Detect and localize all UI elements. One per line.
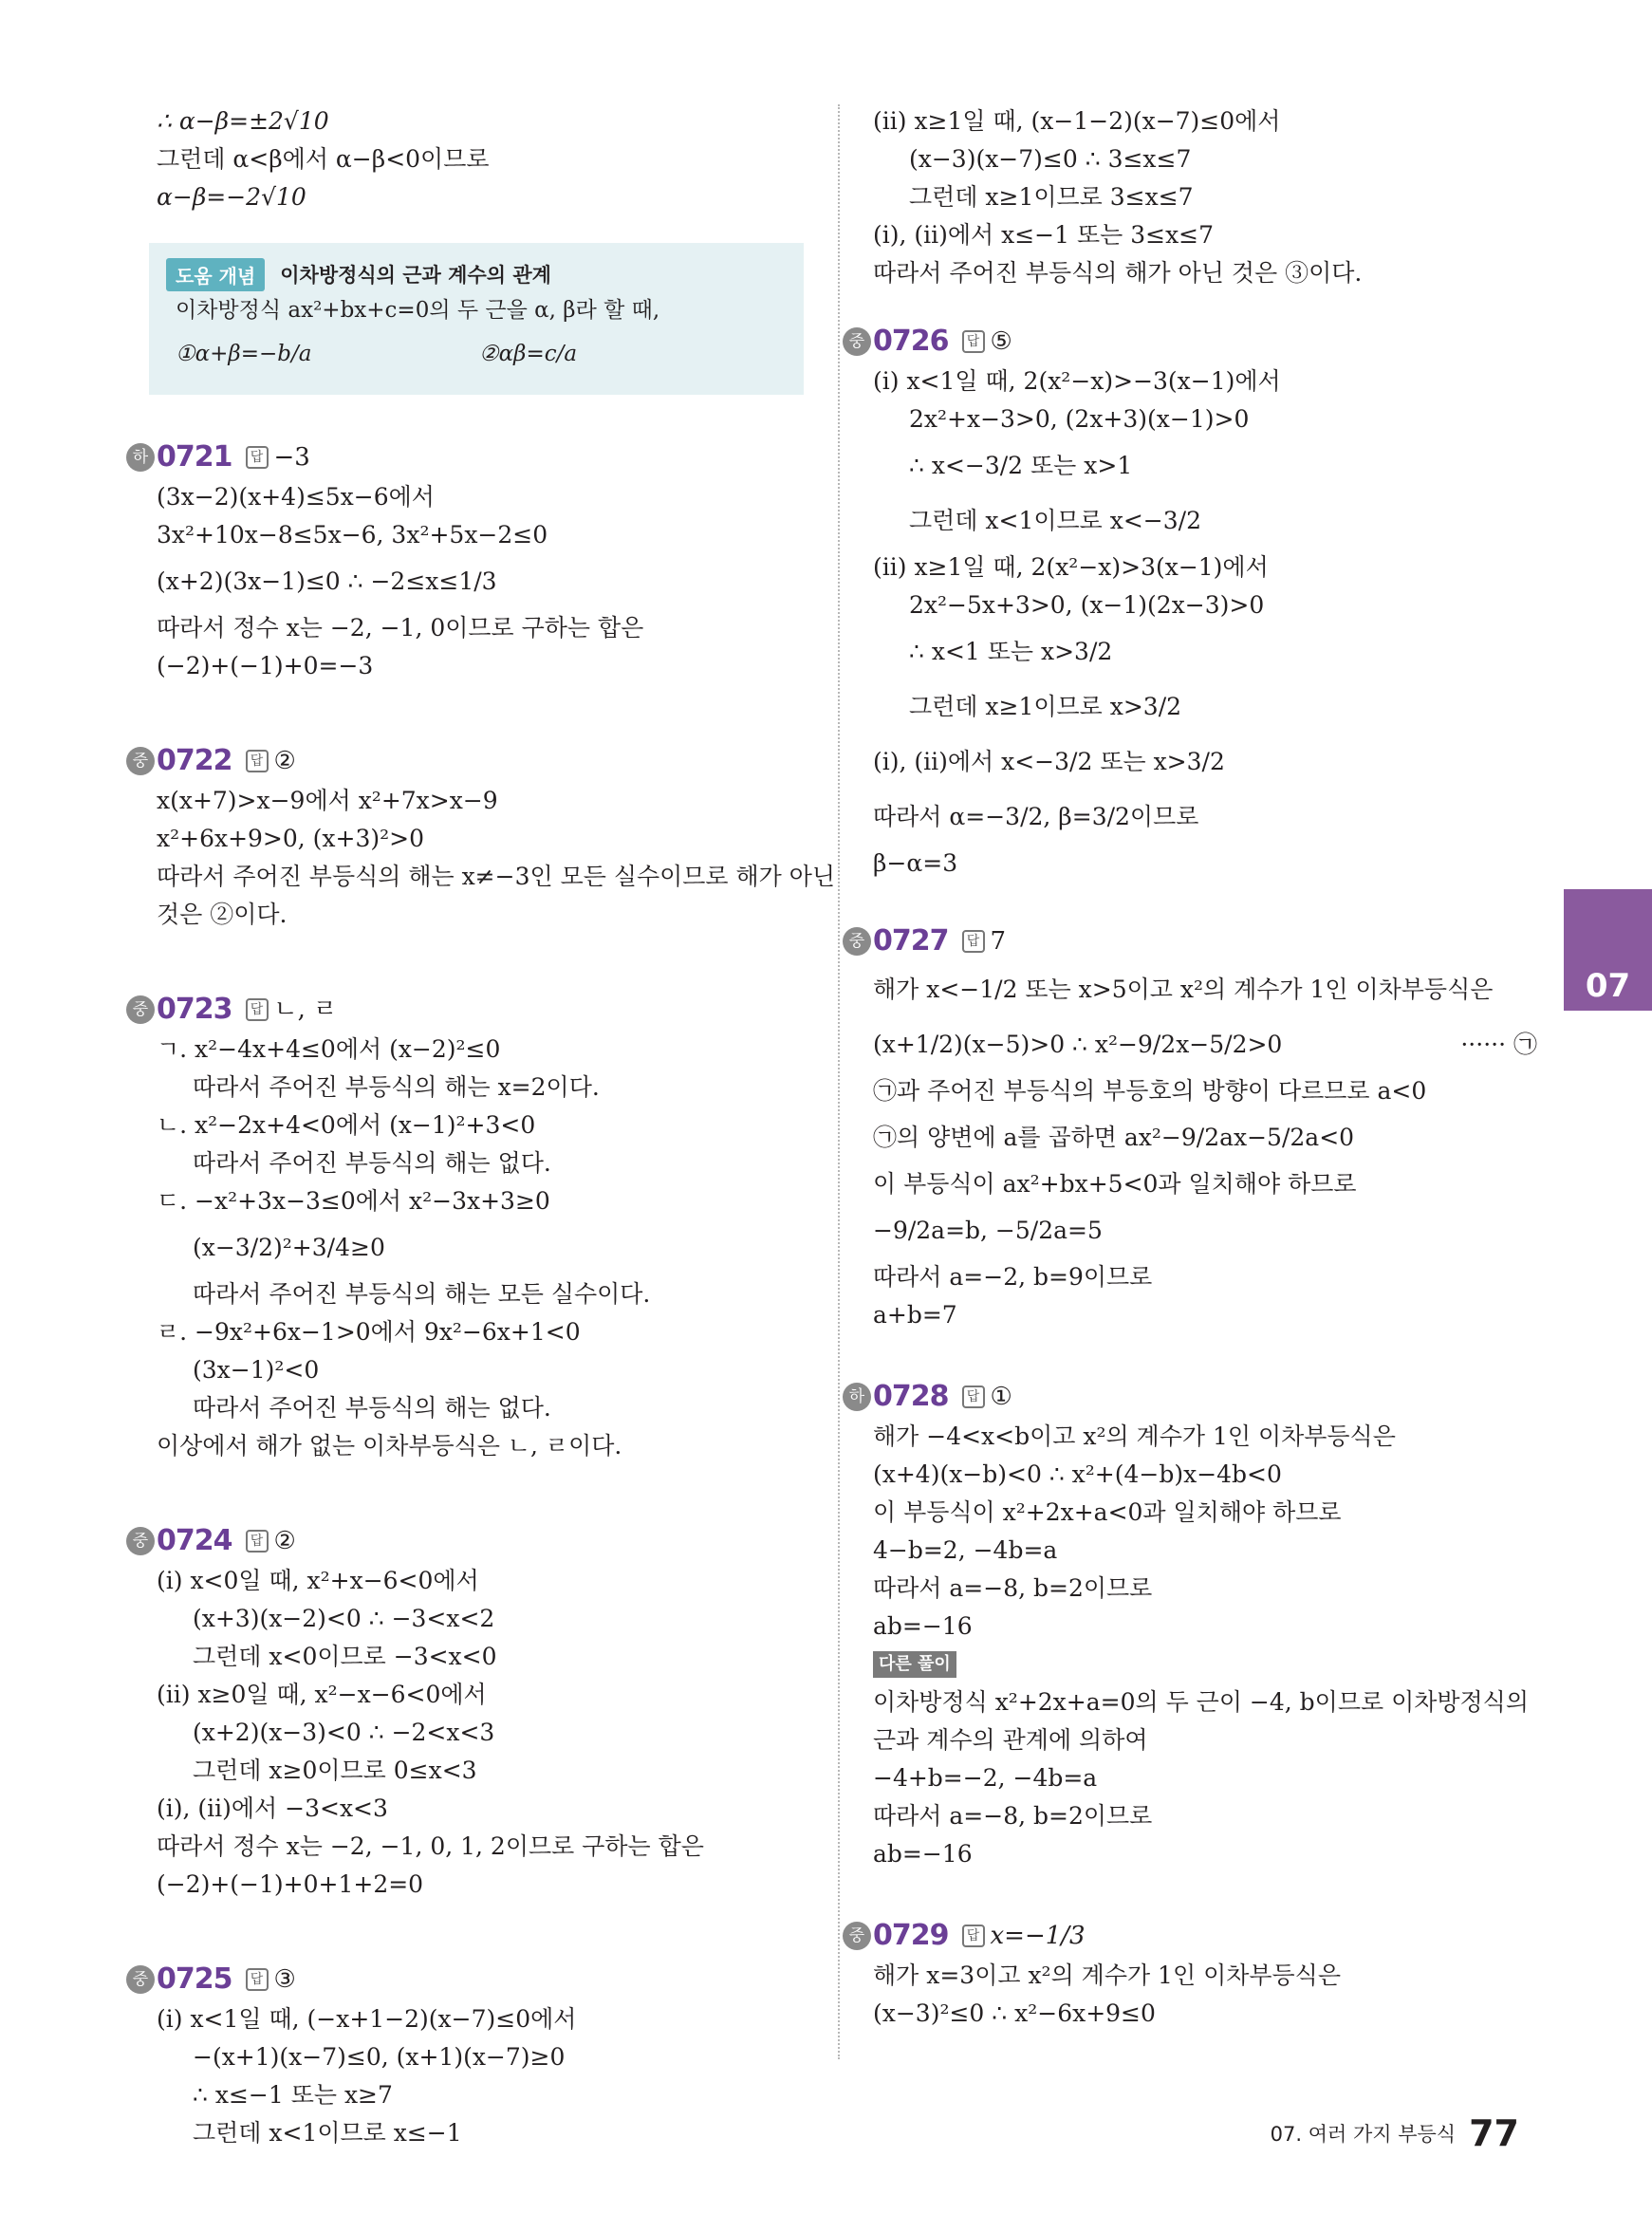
solution-line: 해가 −4<x<b이고 x²의 계수가 1인 이차부등식은 bbox=[873, 1423, 1396, 1450]
solution-line: ∴ x<−3/2 또는 x>1 bbox=[909, 452, 1133, 479]
solution-line: ab=−16 bbox=[873, 1612, 973, 1640]
solution-line: 그런데 x≥1이므로 3≤x≤7 bbox=[909, 183, 1194, 211]
solution-line: 따라서 주어진 부등식의 해는 x=2이다. bbox=[193, 1073, 600, 1101]
chapter-tab bbox=[1564, 889, 1652, 1011]
difficulty-badge: 하 bbox=[126, 443, 155, 472]
solution-line: (x+2)(x−3)<0 ∴ −2<x<3 bbox=[193, 1719, 495, 1746]
solution-line: −4+b=−2, −4b=a bbox=[873, 1764, 1098, 1792]
solution-line: (x−3/2)²+3/4≥0 bbox=[193, 1234, 385, 1261]
answer-icon: 답 bbox=[246, 446, 269, 469]
solution-line: β−α=3 bbox=[873, 849, 958, 877]
alternative-solution-label: 다른 풀이 bbox=[873, 1651, 956, 1678]
solution-line: 것은 ②이다. bbox=[157, 901, 288, 928]
solution-line: (i) x<1일 때, (−x+1−2)(x−7)≤0에서 bbox=[157, 2005, 577, 2033]
answer-icon: 답 bbox=[246, 1968, 269, 1991]
solution-line: α−β=−2√10 bbox=[157, 183, 306, 211]
solution-line: 이차방정식 x²+2x+a=0의 두 근이 −4, b이므로 이차방정식의 bbox=[873, 1688, 1529, 1716]
answer-icon: 답 bbox=[962, 1385, 985, 1408]
problem-0726 bbox=[848, 321, 1537, 883]
problem-header bbox=[848, 921, 1537, 962]
problem-0722 bbox=[132, 740, 836, 934]
solution-line: 따라서 α=−3/2, β=3/2이므로 bbox=[873, 803, 1199, 830]
solution-line: 따라서 주어진 부등식의 해가 아닌 것은 ③이다. bbox=[873, 259, 1363, 287]
solution-line: 따라서 주어진 부등식의 해는 없다. bbox=[193, 1394, 551, 1422]
problem-0724 bbox=[132, 1520, 802, 1904]
right-column bbox=[848, 102, 1537, 2033]
difficulty-badge: 하 bbox=[843, 1383, 871, 1411]
answer-icon: 답 bbox=[246, 998, 269, 1021]
solution-line: (−2)+(−1)+0=−3 bbox=[157, 652, 374, 679]
solution-line: 따라서 주어진 부등식의 해는 없다. bbox=[193, 1149, 551, 1177]
page-number: 77 bbox=[1469, 2112, 1519, 2154]
problem-header bbox=[848, 321, 1537, 363]
difficulty-badge: 중 bbox=[843, 1922, 871, 1950]
solution-line: 2x²−5x+3>0, (x−1)(2x−3)>0 bbox=[909, 591, 1265, 619]
difficulty-badge: 중 bbox=[843, 927, 871, 956]
answer-icon: 답 bbox=[962, 330, 985, 353]
solution-line: ㄷ. −x²+3x−3≤0에서 x²−3x+3≥0 bbox=[157, 1187, 550, 1215]
solution-line: −9/2a=b, −5/2a=5 bbox=[873, 1217, 1103, 1244]
concept-box bbox=[149, 243, 804, 395]
answer-value: ② bbox=[273, 1527, 296, 1555]
concept-line: 이차방정식 ax²+bx+c=0의 두 근을 α, β라 할 때, bbox=[176, 298, 660, 323]
solution-line: 3x²+10x−8≤5x−6, 3x²+5x−2≤0 bbox=[157, 521, 548, 549]
problem-number: 0721 bbox=[157, 440, 232, 474]
solution-line: ab=−16 bbox=[873, 1840, 973, 1868]
problem-number: 0728 bbox=[873, 1380, 949, 1413]
solution-line: (ii) x≥1일 때, 2(x²−x)>3(x−1)에서 bbox=[873, 553, 1269, 581]
solution-line: ㄹ. −9x²+6x−1>0에서 9x²−6x+1<0 bbox=[157, 1318, 581, 1346]
solution-line: 그런데 α<β에서 α−β<0이므로 bbox=[157, 145, 490, 173]
equation-tag: ······ ㉠ bbox=[1460, 1031, 1537, 1058]
chapter-tab-label: 07 bbox=[1585, 967, 1631, 1005]
problem-number: 0723 bbox=[157, 993, 232, 1026]
problem-0723 bbox=[132, 989, 802, 1465]
problem-header bbox=[132, 1520, 802, 1562]
solution-line: 이 부등식이 x²+2x+a<0과 일치해야 하므로 bbox=[873, 1498, 1342, 1526]
solution-text: (x+1/2)(x−5)>0 ∴ x²−9/2x−5/2>0 bbox=[873, 1031, 1283, 1058]
solution-line: 2x²+x−3>0, (2x+3)(x−1)>0 bbox=[909, 405, 1250, 433]
solution-line: (x+2)(3x−1)≤0 ∴ −2≤x≤1/3 bbox=[157, 567, 497, 595]
solution-line: (x+3)(x−2)<0 ∴ −3<x<2 bbox=[193, 1605, 495, 1632]
problem-number: 0722 bbox=[157, 744, 232, 777]
concept-title: 이차방정식의 근과 계수의 관계 bbox=[280, 264, 551, 287]
answer-icon: 답 bbox=[962, 930, 985, 953]
solution-line: 따라서 주어진 부등식의 해는 x≠−3인 모든 실수이므로 해가 아닌 bbox=[157, 863, 836, 890]
difficulty-badge: 중 bbox=[843, 327, 871, 356]
problem-0728 bbox=[848, 1376, 1537, 1873]
answer-value: 7 bbox=[990, 927, 1007, 956]
problem-0729 bbox=[848, 1915, 1537, 2033]
solution-line: ㄱ. x²−4x+4≤0에서 (x−2)²≤0 bbox=[157, 1035, 501, 1063]
solution-line: 이상에서 해가 없는 이차부등식은 ㄴ, ㄹ이다. bbox=[157, 1432, 622, 1460]
solution-line: 그런데 x≥0이므로 0≤x<3 bbox=[193, 1757, 477, 1784]
answer-icon: 답 bbox=[246, 1530, 269, 1553]
solution-line: 따라서 정수 x는 −2, −1, 0이므로 구하는 합은 bbox=[157, 614, 644, 642]
continued-solution bbox=[157, 102, 802, 216]
solution-line: 그런데 x≥1이므로 x>3/2 bbox=[909, 693, 1182, 720]
answer-value: ③ bbox=[273, 1965, 296, 1994]
solution-line: (x−3)²≤0 ∴ x²−6x+9≤0 bbox=[873, 1999, 1156, 2027]
solution-line: ㉠과 주어진 부등식의 부등호의 방향이 다르므로 a<0 bbox=[873, 1077, 1427, 1105]
solution-line: x²+6x+9>0, (x+3)²>0 bbox=[157, 825, 425, 852]
solution-line: 이 부등식이 ax²+bx+5<0과 일치해야 하므로 bbox=[873, 1170, 1357, 1198]
problem-number: 0729 bbox=[873, 1919, 949, 1952]
solution-line: 따라서 a=−2, b=9이므로 bbox=[873, 1263, 1153, 1291]
problem-header bbox=[848, 1915, 1537, 1957]
difficulty-badge: 중 bbox=[126, 1965, 155, 1994]
concept-label: 도움 개념 bbox=[166, 258, 265, 291]
answer-value: ② bbox=[273, 747, 296, 775]
page-footer bbox=[1271, 2112, 1519, 2154]
solution-line: (ii) x≥1일 때, (x−1−2)(x−7)≤0에서 bbox=[873, 107, 1281, 135]
solution-line: (3x−2)(x+4)≤5x−6에서 bbox=[157, 483, 435, 511]
concept-formula: ②αβ=c/a bbox=[479, 342, 578, 366]
difficulty-badge: 중 bbox=[126, 1527, 155, 1555]
column-divider bbox=[838, 104, 840, 2059]
concept-formulas bbox=[166, 328, 787, 380]
solution-line: (i), (ii)에서 x≤−1 또는 3≤x≤7 bbox=[873, 221, 1215, 249]
solution-line: (3x−1)²<0 bbox=[193, 1356, 320, 1384]
left-column bbox=[132, 102, 836, 2152]
answer-value: −3 bbox=[273, 443, 310, 472]
solution-line: (i), (ii)에서 x<−3/2 또는 x>3/2 bbox=[873, 748, 1225, 775]
problem-number: 0726 bbox=[873, 325, 949, 358]
solution-line: (i) x<1일 때, 2(x²−x)>−3(x−1)에서 bbox=[873, 367, 1281, 395]
solution-line: 그런데 x<0이므로 −3<x<0 bbox=[193, 1643, 497, 1670]
problem-0725 bbox=[132, 1959, 802, 2152]
solution-line: (x+4)(x−b)<0 ∴ x²+(4−b)x−4b<0 bbox=[873, 1460, 1282, 1488]
problem-header bbox=[132, 437, 802, 478]
solution-line: (x−3)(x−7)≤0 ∴ 3≤x≤7 bbox=[909, 145, 1192, 173]
solution-line bbox=[873, 1017, 1537, 1072]
solution-line: a+b=7 bbox=[873, 1301, 957, 1329]
concept-formula: ①α+β=−b/a bbox=[176, 342, 312, 366]
solution-line: x(x+7)>x−9에서 x²+7x>x−9 bbox=[157, 787, 498, 814]
solution-line: 그런데 x<1이므로 x<−3/2 bbox=[909, 507, 1201, 534]
problem-header bbox=[132, 740, 802, 782]
chapter-title: 07. 여러 가지 부등식 bbox=[1270, 2123, 1457, 2146]
answer-value: ㄴ, ㄹ bbox=[273, 995, 338, 1024]
solution-line: ∴ x≤−1 또는 x≥7 bbox=[193, 2081, 393, 2109]
solution-line: 따라서 a=−8, b=2이므로 bbox=[873, 1574, 1153, 1602]
solution-line: 따라서 주어진 부등식의 해는 모든 실수이다. bbox=[193, 1280, 651, 1308]
concept-header bbox=[166, 256, 787, 292]
problem-number: 0727 bbox=[873, 924, 949, 958]
answer-icon: 답 bbox=[246, 750, 269, 772]
solution-line: 해가 x=3이고 x²의 계수가 1인 이차부등식은 bbox=[873, 1962, 1341, 1989]
solution-line: 그런데 x<1이므로 x≤−1 bbox=[193, 2119, 462, 2147]
problem-header bbox=[132, 989, 802, 1031]
solution-line: 4−b=2, −4b=a bbox=[873, 1536, 1058, 1564]
solution-line: (−2)+(−1)+0+1+2=0 bbox=[157, 1870, 424, 1898]
solution-line: 따라서 정수 x는 −2, −1, 0, 1, 2이므로 구하는 합은 bbox=[157, 1832, 704, 1860]
problem-0725-continued bbox=[873, 102, 1537, 292]
solution-line: (ii) x≥0일 때, x²−x−6<0에서 bbox=[157, 1681, 487, 1708]
answer-value: x=−1/3 bbox=[990, 1922, 1086, 1950]
solution-line: 따라서 a=−8, b=2이므로 bbox=[873, 1802, 1153, 1830]
solution-line: 해가 x<−1/2 또는 x>5이고 x²의 계수가 1인 이차부등식은 bbox=[873, 976, 1494, 1003]
solution-line: ∴ α−β=±2√10 bbox=[157, 107, 329, 135]
solution-line: (i), (ii)에서 −3<x<3 bbox=[157, 1795, 388, 1822]
solution-line: ㉠의 양변에 a를 곱하면 ax²−9/2ax−5/2a<0 bbox=[873, 1124, 1355, 1151]
solution-line: −(x+1)(x−7)≤0, (x+1)(x−7)≥0 bbox=[193, 2043, 566, 2071]
problem-number: 0725 bbox=[157, 1962, 232, 1996]
solution-line: (i) x<0일 때, x²+x−6<0에서 bbox=[157, 1567, 479, 1594]
problem-header bbox=[132, 1959, 802, 2000]
answer-value: ① bbox=[990, 1383, 1012, 1411]
problem-number: 0724 bbox=[157, 1524, 232, 1557]
difficulty-badge: 중 bbox=[126, 747, 155, 775]
problem-0727 bbox=[848, 921, 1537, 1334]
problem-header bbox=[848, 1376, 1537, 1418]
difficulty-badge: 중 bbox=[126, 995, 155, 1024]
solution-line: 근과 계수의 관계에 의하여 bbox=[873, 1726, 1148, 1754]
solution-line: ∴ x<1 또는 x>3/2 bbox=[909, 638, 1113, 665]
answer-icon: 답 bbox=[962, 1925, 985, 1947]
solution-line: ㄴ. x²−2x+4<0에서 (x−1)²+3<0 bbox=[157, 1111, 536, 1139]
problem-0721 bbox=[132, 437, 802, 685]
answer-value: ⑤ bbox=[990, 327, 1012, 356]
